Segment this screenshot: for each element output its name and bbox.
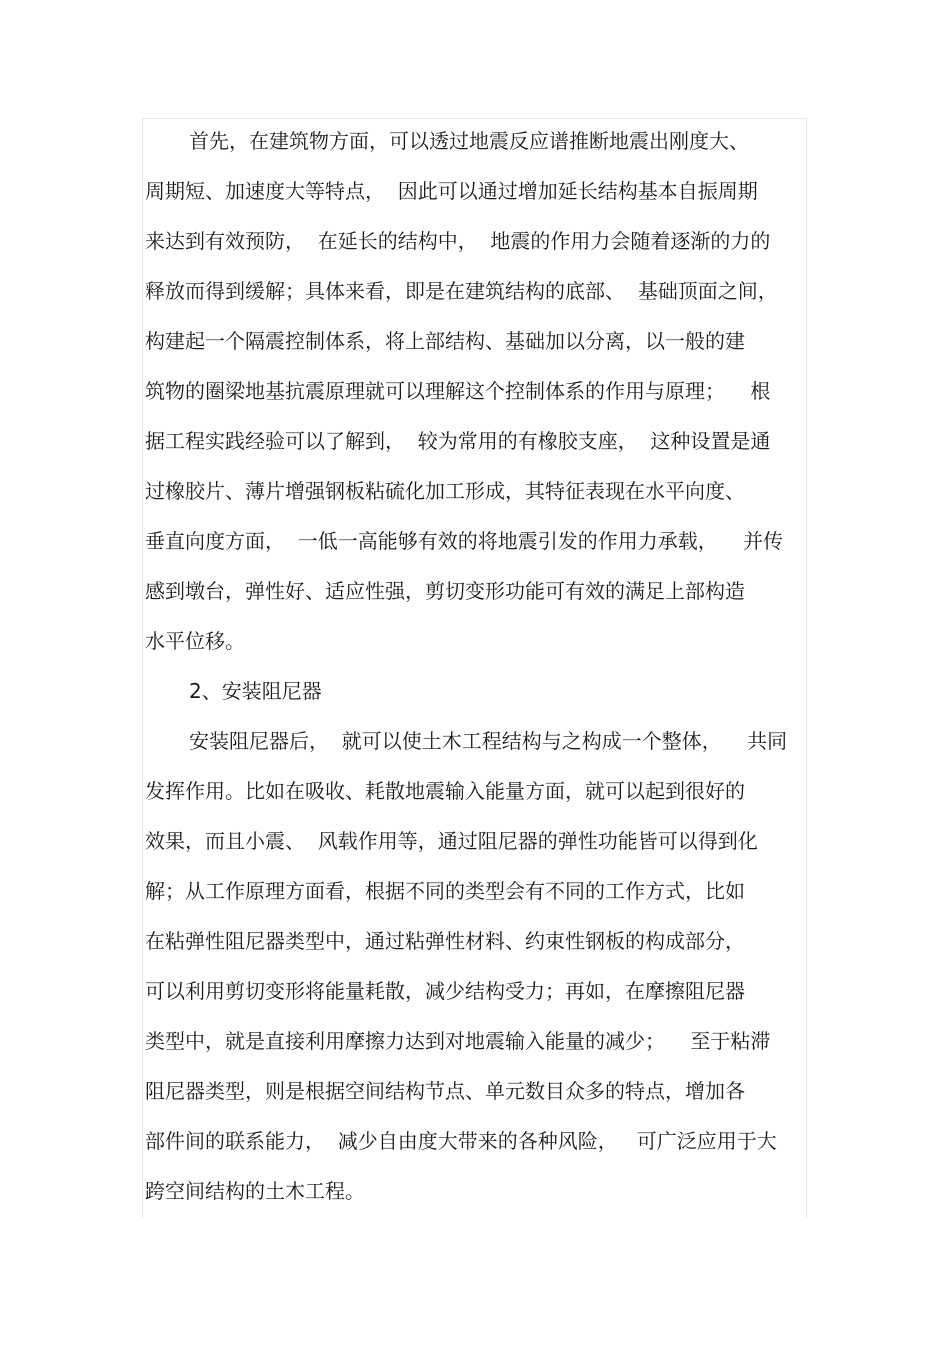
text-line: 类型中，就是直接利用摩擦力达到对地震输入能量的减少； 至于粘滞 [145, 1029, 771, 1053]
text-line: 筑物的圈梁地基抗震原理就可以理解这个控制体系的作用与原理； 根 [145, 379, 771, 403]
text-line: 在粘弹性阻尼器类型中，通过粘弹性材料、约束性钢板的构成部分， [145, 929, 745, 953]
document-body [145, 116, 807, 1216]
text-line: 解；从工作原理方面看，根据不同的类型会有不同的工作方式，比如 [145, 879, 745, 903]
text-line: 构建起一个隔震控制体系，将上部结构、基础加以分离，以一般的建 [145, 329, 745, 353]
text-line: 感到墩台，弹性好、适应性强，剪切变形功能可有效的满足上部构造 [145, 579, 745, 603]
text-line: 过橡胶片、薄片增强钢板粘硫化加工形成，其特征表现在水平向度、 [145, 479, 745, 503]
text-line: 安装阻尼器后， 就可以使土木工程结构与之构成一个整体， 共同 [189, 729, 788, 753]
text-line: 周期短、加速度大等特点， 因此可以通过增加延长结构基本自振周期 [145, 179, 758, 203]
text-line: 阻尼器类型，则是根据空间结构节点、单元数目众多的特点，增加各 [145, 1079, 745, 1103]
section-heading: 2、安装阻尼器 [189, 679, 322, 703]
text-line: 释放而得到缓解；具体来看，即是在建筑结构的底部、 基础顶面之间， [145, 279, 778, 303]
text-line: 水平位移。 [145, 629, 245, 653]
text-line: 效果，而且小震、 风载作用等，通过阻尼器的弹性功能皆可以得到化 [145, 829, 758, 853]
text-line: 首先，在建筑物方面，可以透过地震反应谱推断地震出刚度大、 [189, 129, 749, 153]
text-line: 来达到有效预防， 在延长的结构中， 地震的作用力会随着逐渐的力的 [145, 229, 771, 253]
text-line: 垂直向度方面， 一低一高能够有效的将地震引发的作用力承载， 并传 [145, 529, 784, 553]
text-line: 跨空间结构的土木工程。 [145, 1179, 365, 1203]
text-line: 部件间的联系能力， 减少自由度大带来的各种风险， 可广泛应用于大 [145, 1129, 777, 1153]
text-line: 发挥作用。比如在吸收、耗散地震输入能量方面，就可以起到很好的 [145, 779, 745, 803]
text-line: 可以利用剪切变形将能量耗散，减少结构受力；再如，在摩擦阻尼器 [145, 979, 745, 1003]
text-line: 据工程实践经验可以了解到， 较为常用的有橡胶支座， 这种设置是通 [145, 429, 771, 453]
